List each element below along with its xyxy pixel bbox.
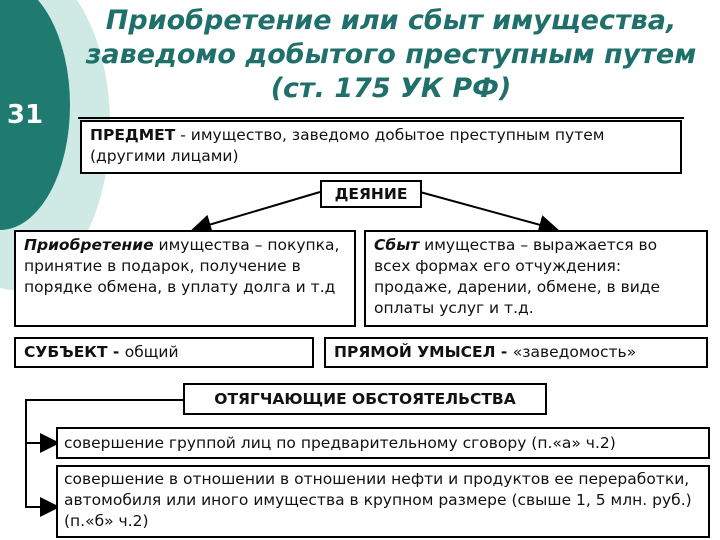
aggravating-item-1 [56, 427, 710, 459]
slide-title: Приобретение или сбыт имущества, заведомо добытого преступным путем (ст. 175 УК РФ) [85, 5, 697, 104]
act-label: ДЕЯНИЕ [334, 185, 408, 203]
sale-term: Сбыт [374, 236, 420, 254]
acquisition-term: Приобретение [24, 236, 154, 254]
intent-text: «заведомость» [512, 343, 637, 361]
acquisition-text: имущества – покупка, принятие в подарок, получение в порядке обмена, в уплату долга и т.д [24, 236, 340, 296]
sale-box [364, 230, 708, 327]
perpetrator-term: СУБЪЕКТ - [24, 343, 125, 361]
aggravating-box [183, 383, 547, 415]
intent-box [324, 337, 708, 368]
sale-text: имущества – выражается во всех формах его отчуждения: продаже, дарении, обмене, в виде оплаты услуг и т.д. [374, 236, 661, 317]
aggravating-item-1-text: совершение группой лиц по предварительному сговору (п.«а» ч.2) [64, 434, 616, 452]
act-box [320, 180, 422, 208]
subject-term: ПРЕДМЕТ [90, 126, 176, 144]
arrow-to-acquisition [195, 192, 320, 229]
aggravating-label: ОТЯГЧАЮЩИЕ ОБСТОЯТЕЛЬСТВА [214, 390, 516, 408]
perpetrator-text: общий [124, 343, 179, 361]
intent-term: ПРЯМОЙ УМЫСЕЛ - [334, 343, 513, 361]
acquisition-box [14, 230, 356, 327]
perpetrator-box [14, 337, 314, 368]
arrow-to-sale [420, 192, 555, 229]
aggravating-item-2-text: совершение в отношении в отношении нефти и продуктов ее переработки, автомобиля или иного имущества в крупном размере (свыше 1, 5 млн. руб.) (п.«б» ч.2) [64, 470, 692, 530]
subject-text: - имущество, заведомо добытое преступным путем (другими лицами) [90, 126, 605, 165]
subject-box [80, 120, 682, 174]
slide-number: 31 [6, 100, 44, 130]
aggravating-item-2 [56, 465, 710, 538]
